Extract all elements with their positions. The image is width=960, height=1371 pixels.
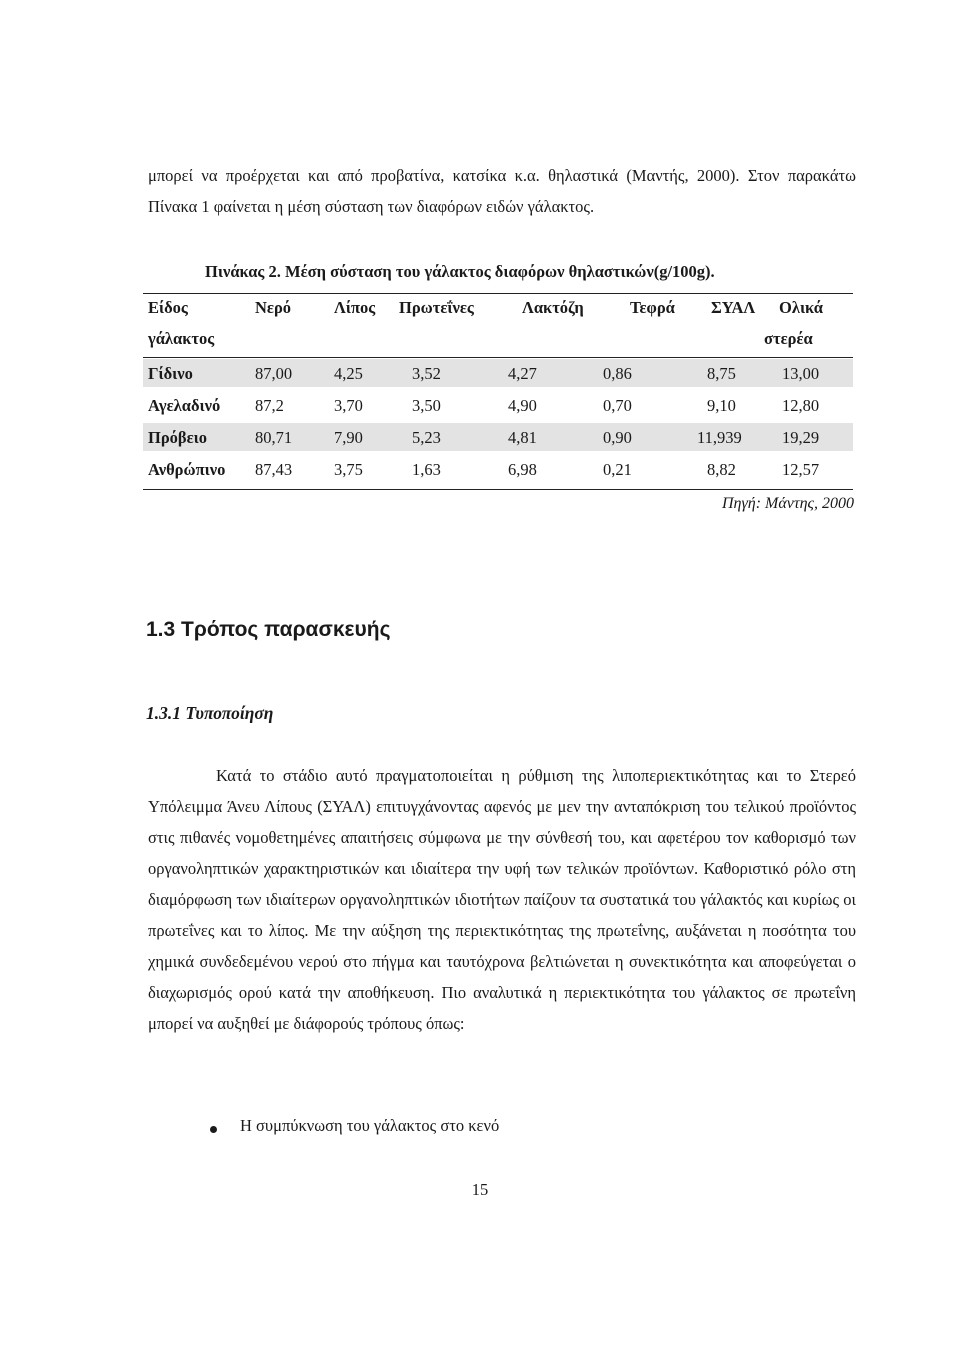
cell-protein: 3,52: [412, 364, 441, 383]
header-water: Νερό: [255, 298, 292, 317]
cell-lactose: 4,27: [508, 364, 537, 383]
cell-syal: 11,939: [697, 428, 742, 447]
header-solids-line1: Ολικά: [779, 298, 823, 317]
body-paragraph: Κατά το στάδιο αυτό πραγματοποιείται η ρύθμιση της λιποπεριεκτικότητας και το Στερεό Υπόλειμμα Άνευ Λίπους (ΣΥΑΛ) επιτυγχάνοντας αφενός με μεν την ανταπόκριση του τελικού προϊόντος στις πιθανές νομοθετημένες απαιτήσεις σύμφωνα με την σύνθεσή του, και αφετέρου τον καθορισμό των οργανοληπτικών χαρακτηριστικών και ιδιαίτερα την υφή των τελικών προϊόντων. Καθοριστικό ρόλο στη διαμόρφωση των ιδιαίτερων οργανοληπτικών ιδιοτήτων παίζουν τα συστατικά του γάλακτός και κυρίως οι πρωτεΐνες και το λίπος. Με την αύξηση της περιεκτικότητας της πρωτεΐνης, αυξάνεται η ποσότητα του χημικά συνδεδεμένου νερού στο πήγμα και ταυτόχρονα βελτιώνεται η συνεκτικότητα και αποφεύγεται ο διαχωρισμός ορού κατά την αποθήκευση. Πιο αναλυτικά η περιεκτικότητα του γάλακτος σε πρωτεΐνη μπορεί να αυξηθεί με διάφορούς τρόπους όπως:: [148, 766, 856, 1033]
header-type-line1: Είδος: [148, 298, 188, 317]
row-shade-1: [143, 359, 853, 387]
cell-lactose: 6,98: [508, 460, 537, 479]
table-caption: Πινάκας 2. Μέση σύσταση του γάλακτος διαφόρων θηλαστικών(g/100g).: [205, 262, 715, 281]
bullet-item: Η συμπύκνωση του γάλακτος στο κενό: [240, 1116, 500, 1135]
cell-water: 87,2: [255, 396, 284, 415]
header-solids-line2: στερέα: [764, 329, 813, 348]
cell-syal: 8,75: [707, 364, 736, 383]
cell-water: 80,71: [255, 428, 293, 447]
cell-fat: 3,75: [334, 460, 363, 479]
row-shade-3: [143, 423, 853, 451]
cell-lactose: 4,81: [508, 428, 537, 447]
cell-fat: 4,25: [334, 364, 363, 383]
subsection-heading: 1.3.1 Τυποποίηση: [146, 703, 274, 723]
header-lactose: Λακτόζη: [522, 298, 584, 317]
table-top-rule: [143, 293, 853, 294]
cell-syal: 8,82: [707, 460, 736, 479]
cell-water: 87,00: [255, 364, 293, 383]
header-ash: Τεφρά: [630, 298, 675, 317]
table-header-rule: [143, 357, 853, 358]
cell-protein: 5,23: [412, 428, 441, 447]
cell-water: 87,43: [255, 460, 293, 479]
row-label: Αγελαδινό: [148, 396, 221, 415]
section-heading: 1.3 Τρόπος παρασκευής: [146, 618, 391, 641]
cell-ash: 0,70: [603, 396, 632, 415]
row-label: Γίδινο: [148, 364, 193, 383]
cell-solids: 13,00: [782, 364, 820, 383]
header-protein: Πρωτεΐνες: [399, 298, 474, 317]
header-syal: ΣΥΑΛ: [711, 298, 756, 317]
cell-protein: 3,50: [412, 396, 441, 415]
cell-solids: 19,29: [782, 428, 820, 447]
bullet-icon: [210, 1126, 217, 1133]
cell-solids: 12,80: [782, 396, 820, 415]
header-type-line2: γάλακτος: [148, 329, 215, 348]
row-label: Πρόβειο: [148, 428, 208, 447]
cell-syal: 9,10: [707, 396, 736, 415]
page-number: 15: [471, 1180, 489, 1199]
intro-paragraph: μπορεί να προέρχεται και από προβατίνα, κατσίκα κ.α. θηλαστικά (Μαντής, 2000). Στον παρακάτω Πίνακα 1 φαίνεται η μέση σύσταση των διαφόρων ειδών γάλακτος.: [148, 166, 856, 216]
table-bottom-rule: [143, 489, 853, 490]
row-label: Ανθρώπινο: [148, 460, 226, 479]
cell-ash: 0,21: [603, 460, 632, 479]
cell-solids: 12,57: [782, 460, 820, 479]
header-fat: Λίπος: [334, 298, 376, 317]
cell-lactose: 4,90: [508, 396, 537, 415]
cell-ash: 0,86: [603, 364, 632, 383]
table-source: Πηγή: Μάντης, 2000: [721, 495, 854, 512]
cell-fat: 3,70: [334, 396, 363, 415]
cell-protein: 1,63: [412, 460, 441, 479]
cell-ash: 0,90: [603, 428, 632, 447]
cell-fat: 7,90: [334, 428, 363, 447]
